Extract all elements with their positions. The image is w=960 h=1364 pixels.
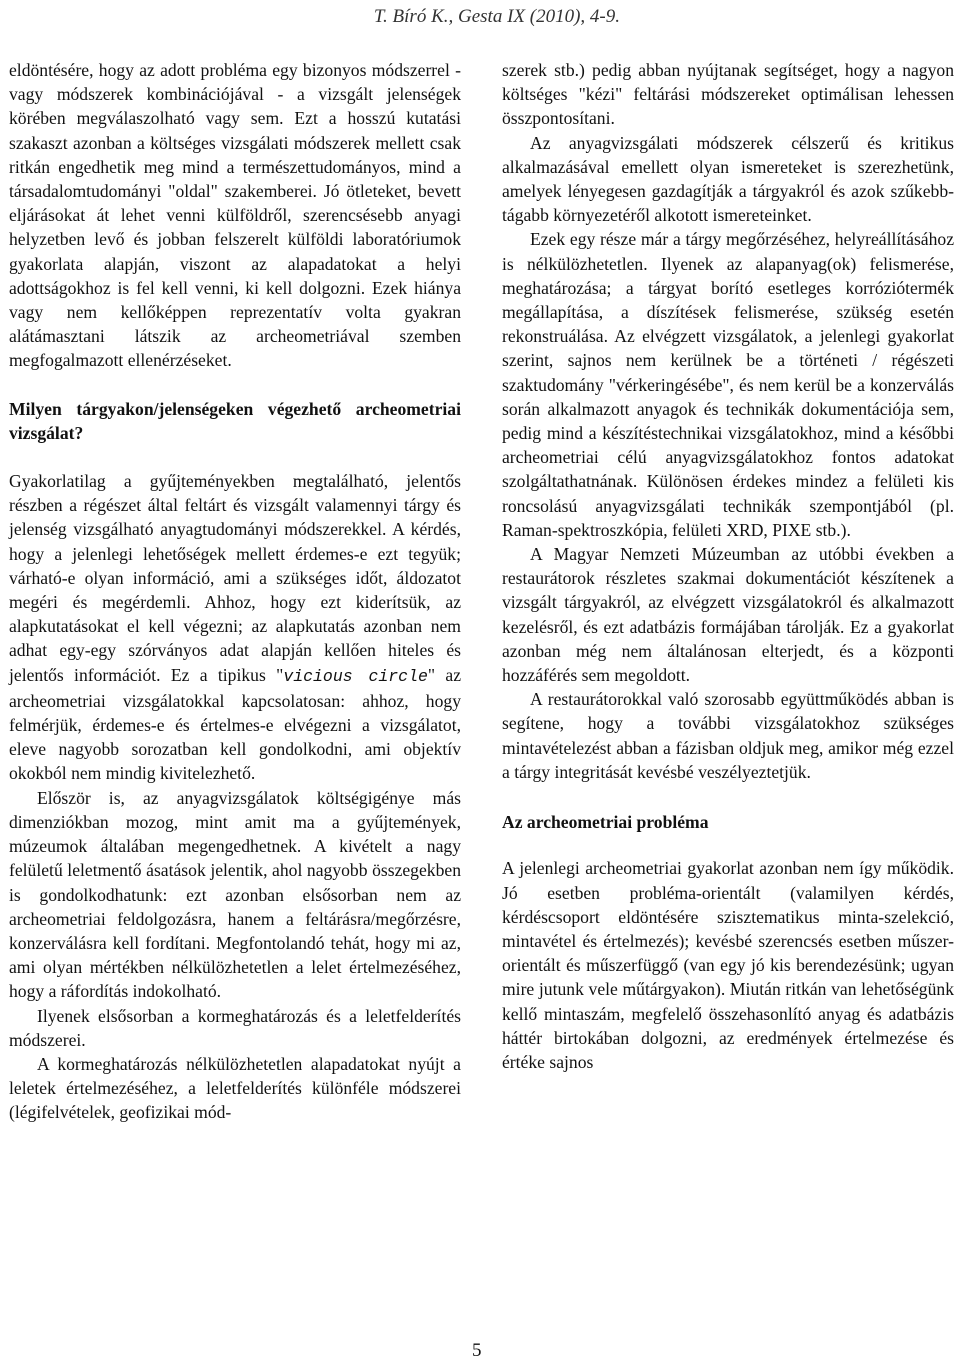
- right-paragraph-2: Az anyagvizsgálati módszerek célszerű és kritikus alkalmazásával emellett olyan ismereteket is szerezhetünk, amelyek lényegesen gazdagítják a tárgyakról és azok szűkebb-tágabb környezetéről alkotott ismereteinket.: [502, 132, 954, 226]
- left-paragraph-4: Ilyenek elsősorban a kormeghatározás és a leletfelderítés módszerei.: [9, 1005, 461, 1050]
- right-paragraph-6: A jelenlegi archeometriai gyakorlat azonban nem így működik. Jó esetben probléma-orientált (valamilyen kérdés, kérdéscsoport eldöntésére szisztematikus minta-szelekció, mintavétel és értelmezés); kevésbé szerencsés esetben műszer-orientált és műszerfüggő (van egy jó kis berendezésünk; ugyan mire jutunk vele műtárgyakon). Miután ritkán van lehetőségünk kellő mintaszám, megfelelő összehasonlító anyag és adatbázis háttér birtokában dolgozni, az eredmények értelmezése és értéke sajnos: [502, 858, 954, 1072]
- left-paragraph-3: Először is, az anyagvizsgálatok költségigénye más dimenziókban mozog, mint amit ma a gyűjtemények, múzeumok általában megengedhetnek. A kivételt a nagy felületű leletmentő ásatások jelentik, ahol nagyobb összegekben is gondolkodhatunk: ezt azonban elsősorban nem az archeometriai feldolgozásra, hanem a feltárásra/megőrzésre, konzerválásra kell fordítani. Megfontolandó tehát, hogy mi az, ami olyan mértékben nélkülözhetetlen a lelet értelmezéséhez, hogy a ráfordítás indokolható.: [9, 787, 461, 1002]
- running-header: T. Bíró K., Gesta IX (2010), 4-9.: [373, 6, 620, 27]
- left-paragraph-5: A kormeghatározás nélkülözhetetlen alapadatokat nyújt a leletek értelmezéséhez, a leletfelderítés különféle módszerei (légifelvételek, geofizikai mód-: [9, 1053, 461, 1123]
- section-heading-objects: Milyen tárgyakon/jelenségeken végezhető archeometriai vizsgálat?: [9, 398, 461, 443]
- right-column: [502, 58, 954, 1074]
- vicious-circle-term: vicious circle: [283, 666, 428, 686]
- right-paragraph-1: szerek stb.) pedig abban nyújtanak segítséget, hogy a nagyon költséges "kézi" feltárási módszereket optimálisan lehessen összpontosítani.: [502, 60, 954, 129]
- left-paragraph-1: eldöntésére, hogy az adott probléma egy bizonyos módszerrel - vagy módszerek kombinációjával - a vizsgált jelenségek körében megválaszolható vagy sem. Ezt a hosszú kutatási szakaszt azonban a költséges vizsgálati módszerek mellett csak ritkán engedhetik meg mind a természettudományos, mind a társadalomtudományi "oldal" szakemberei. Jó ötleteket, bevett eljárásokat át lehet venni külföldről, szerencsésebb anyagi helyzetben levő és jobban felszerelt külföldi laboratóriumok gyakorlata alapján, viszont az alapadatokat a helyi adottságokhoz is fel kell venni, ki kell dolgozni. Ezek hiánya vagy nem kellőképpen reprezentatív volta gyakran alátámasztani látszik az archeometriával szemben megfogalmazott ellenérzéseket.: [9, 60, 461, 371]
- right-paragraph-5: A restaurátorokkal való szorosabb együttműködés abban is segítene, hogy a további vizsgálatokhoz szükséges mintavételezést abban a fázisban oldjuk meg, amikor még ezzel a tárgy integritását kevésbé veszélyeztetjük.: [502, 689, 954, 782]
- right-paragraph-4: A Magyar Nemzeti Múzeumban az utóbbi években a restaurátorok részletes szakmai dokumentációt készítenek a vizsgált tárgyakról, az elvégzett vizsgálatokról és alkalmazott kezelésről, és ezt adatbázis formájában tárolják. Ez a gyakorlat azonban még nem általánosan elterjedt, és a központi hozzáférés sem megoldott.: [502, 544, 954, 686]
- left-paragraph-2-start: Gyakorlatilag a gyűjteményekben megtalálható, jelentős részben a régészet által feltárt és vizsgált valamennyi tárgy és jelenség vizsgálható anyagtudományi módszerekkel. A kérdés, hogy a jelenlegi lehetőségek mellett érdemes-e ezt tegyük; várható-e olyan információ, ami a szükséges időt, áldozatot megéri és megérdemli. Ahhoz, hogy ezt kiderítsük, az alapkutatásokat el kell végezni; az alapkutatás azonban nem adhat egy-egy szórványos adat alapján kellően hiteles és jelentős információt. Ez a tipikus ": [9, 471, 461, 685]
- left-column: [9, 58, 461, 1125]
- left-paragraph-2-end: " az archeometriai vizsgálatokkal kapcsolatosan: ahhoz, hogy felmérjük, érdemes-e és értelmes-e elvégezni a vizsgálatot, eleve nagyobb sorozatban kell gondolkodni, ami objektív okokból nem mindig kivitelezhető.: [9, 664, 462, 784]
- left-paragraph-2: [9, 469, 461, 786]
- section-heading-problem: Az archeometriai probléma: [502, 812, 709, 833]
- page-number: 5: [472, 1340, 482, 1361]
- right-paragraph-3: Ezek egy része már a tárgy megőrzéséhez, helyreállításához is nélkülözhetetlen. Ilyenek az alapanyag(ok) felismerése, meghatározása; a tárgyat borító esetleges korróziótermék megállapítása, a díszítések felismerése, szükség esetén rekonstruálása. Az elvégzett vizsgálatok, a jelenlegi gyakorlat szerint, sajnos nem kerülnek be a történeti / régészeti szaktudomány "vérkeringésébe", és nem kerül be a konzerválás során alkalmazott anyagok és technikák dokumentációja sem, pedig mind a készítéstechnikai vizsgálatokhoz, mind a későbbi archeometriai célú anyagvizsgálatokhoz fontos adatokat szolgáltathatnának. Különösen érdekes mindez a felületi kis roncsolású anyagvizsgálati technikák szempontjából (pl. Raman-spektroszkópia, felületi XRD, PIXE stb.).: [502, 229, 954, 540]
